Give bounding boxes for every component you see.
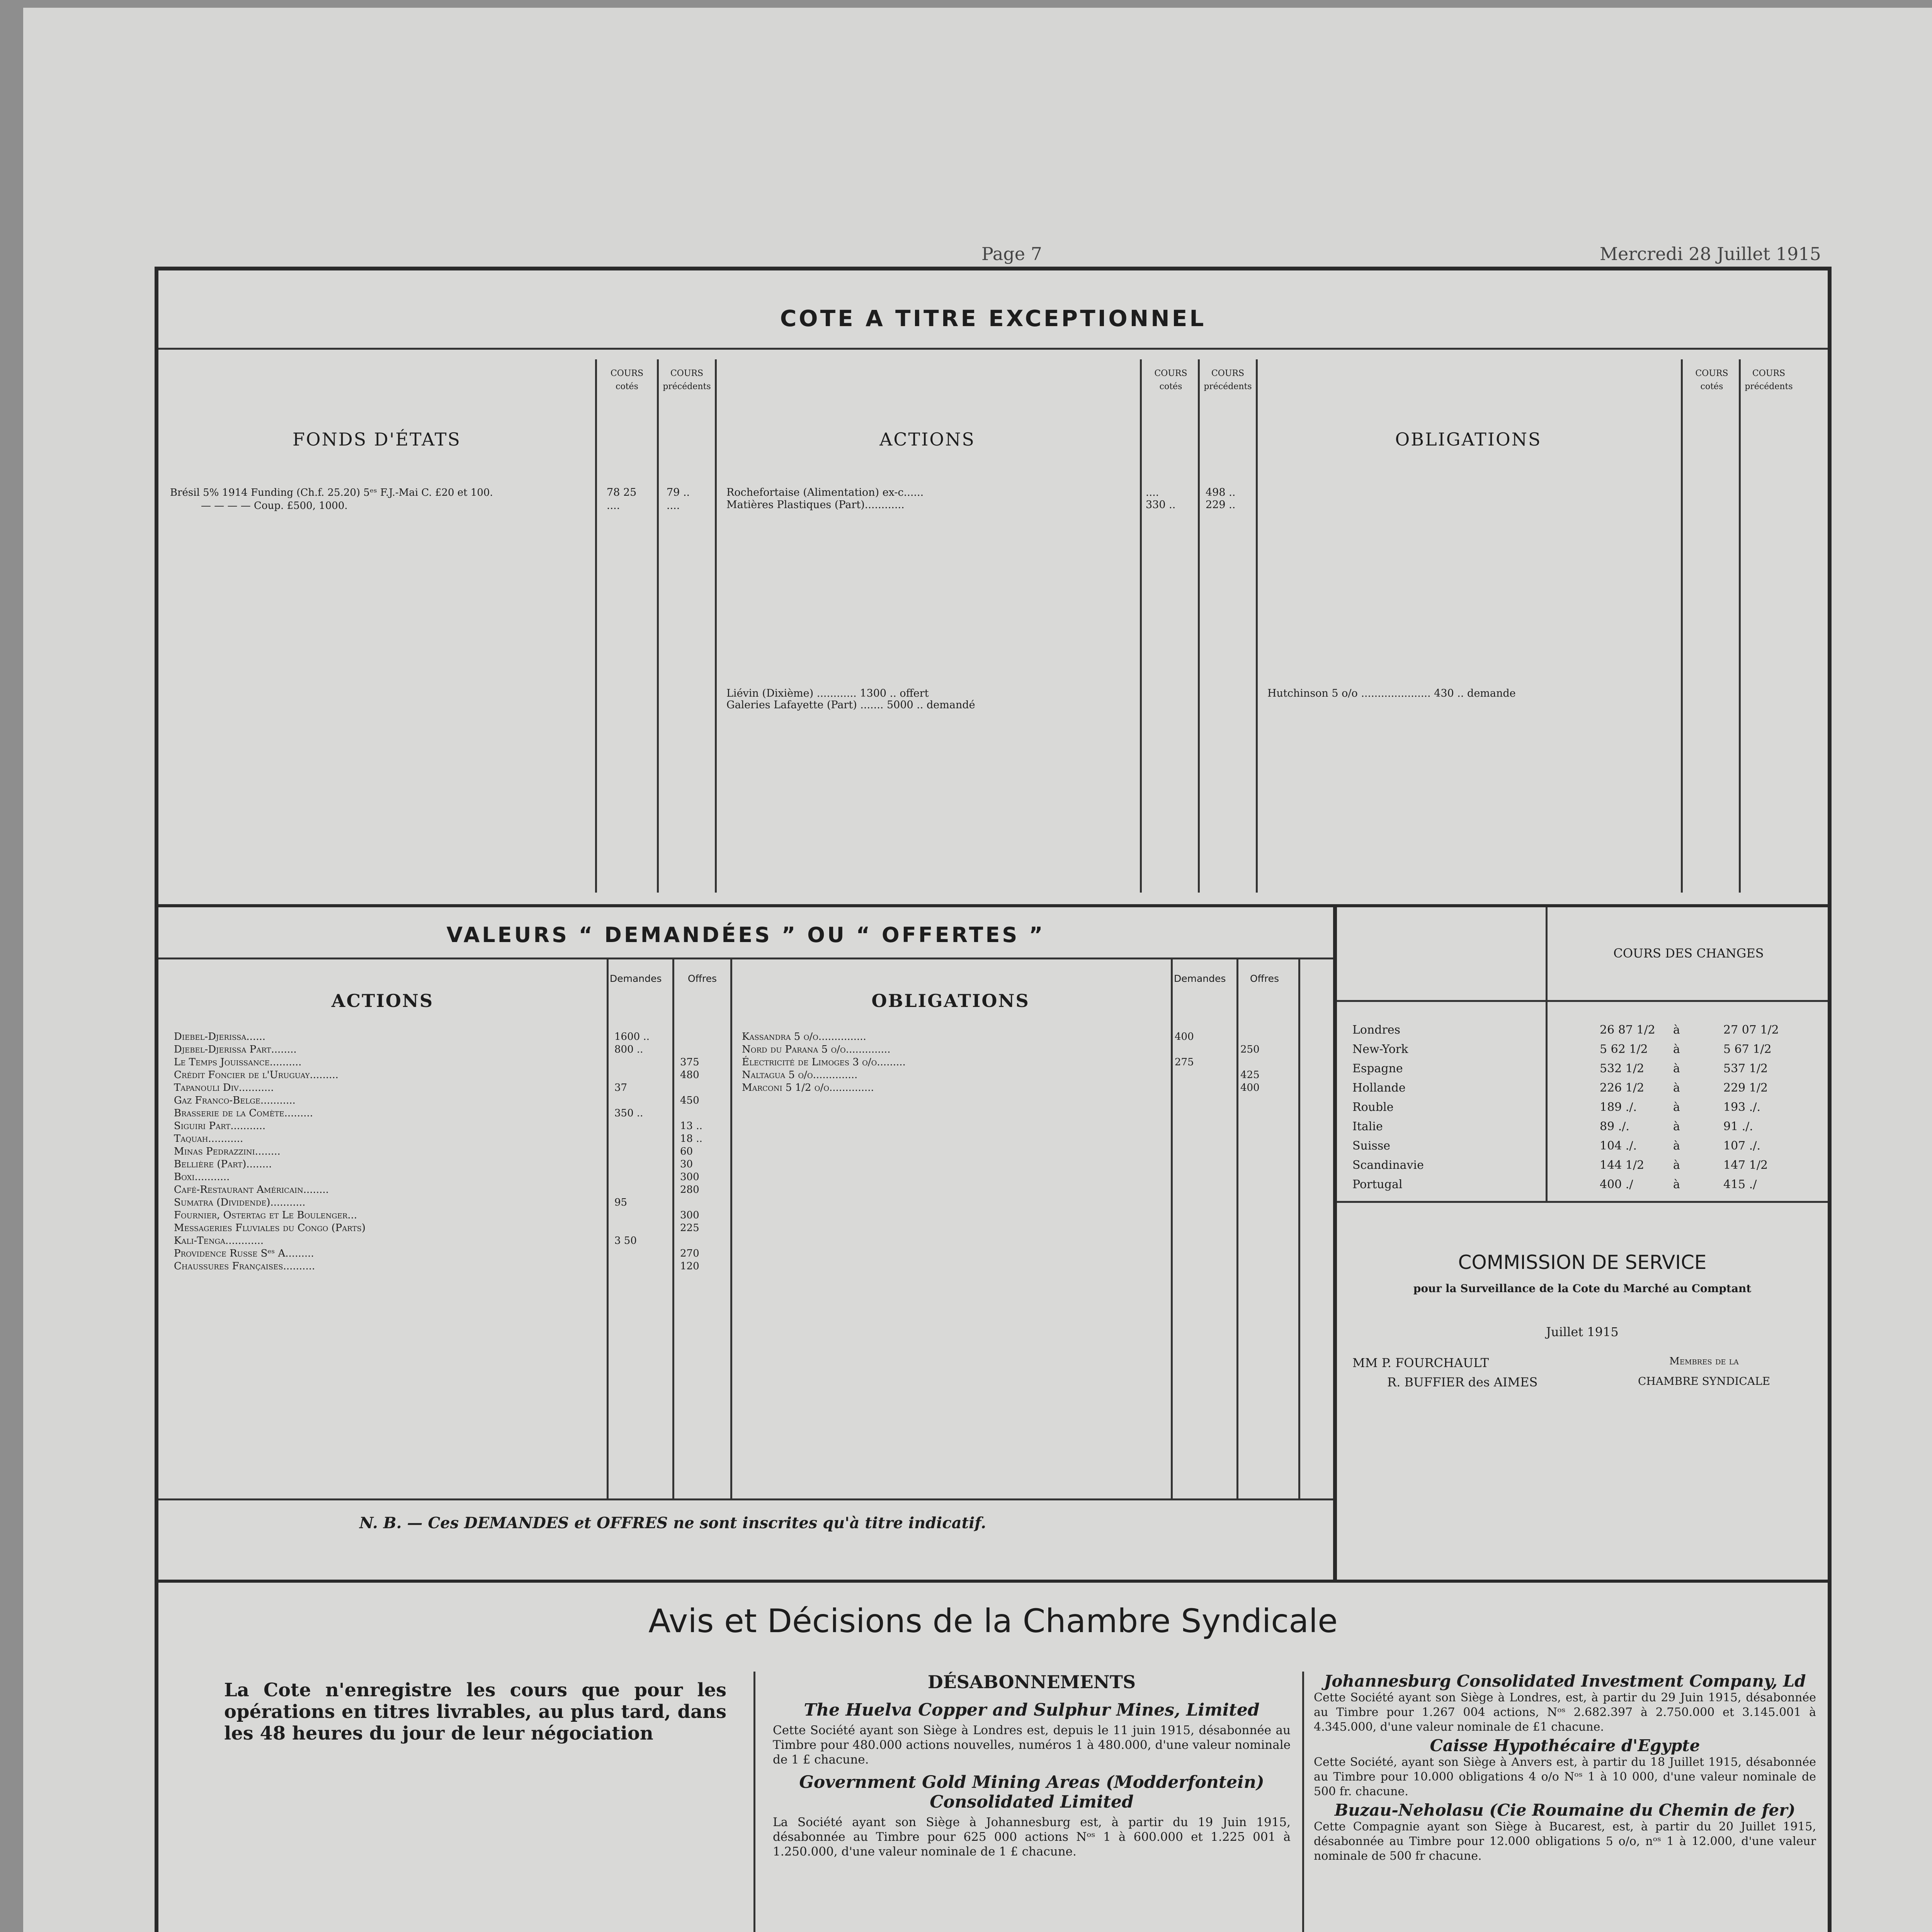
commission-role-1: Membres de la — [1669, 1355, 1739, 1367]
valeur-row — [174, 1184, 730, 1197]
valeurs-block — [158, 907, 1337, 1580]
desabonnements-column — [773, 1672, 1291, 1859]
change-place: New-York — [1352, 1043, 1408, 1056]
change-place: Italie — [1352, 1120, 1383, 1133]
change-row — [1352, 1081, 1816, 1100]
valeur-demande: 400 — [1175, 1031, 1194, 1043]
valeur-offre: 13 .. — [680, 1120, 702, 1132]
col-rule — [1140, 359, 1142, 893]
fonds-cote: 78 25 — [607, 486, 637, 498]
cours-cotes-label: COURS cotés — [610, 369, 644, 391]
change-from: 5 62 1/2 — [1600, 1043, 1648, 1056]
valeur-row — [174, 1260, 730, 1273]
valeur-name: Tapanouli Div........... — [174, 1082, 274, 1094]
valeur-name: Marconi 5 1/2 o/o.............. — [742, 1082, 874, 1094]
col-rule — [657, 359, 659, 893]
valeur-offre: 250 — [1240, 1044, 1260, 1055]
valeur-row — [742, 1031, 1298, 1044]
valeur-name: Kali-Tenga............ — [174, 1235, 264, 1247]
change-from: 226 1/2 — [1600, 1081, 1645, 1095]
valeur-name: Kassandra 5 o/o............... — [742, 1031, 866, 1043]
action-prec: 498 .. — [1206, 486, 1236, 498]
valeur-offre: 225 — [680, 1222, 699, 1234]
col-rule — [1198, 359, 1200, 893]
valeur-name: Électricité de Limoges 3 o/o......... — [742, 1056, 906, 1068]
valeur-row — [174, 1044, 730, 1056]
extra-list — [726, 688, 975, 711]
valeur-offre: 400 — [1240, 1082, 1260, 1094]
valeur-demande: 800 .. — [614, 1044, 643, 1055]
col-rule — [730, 957, 732, 1498]
col-rule — [753, 1672, 755, 1932]
valeur-offre: 280 — [680, 1184, 699, 1196]
change-row — [1352, 1043, 1816, 1062]
change-place: Espagne — [1352, 1062, 1403, 1075]
change-row — [1352, 1139, 1816, 1158]
valeur-offre: 18 .. — [680, 1133, 702, 1145]
change-place: Hollande — [1352, 1081, 1406, 1095]
commission-role-2: CHAMBRE SYNDICALE — [1638, 1375, 1770, 1388]
desabonnements-column-2 — [1314, 1672, 1816, 1864]
change-place: Portugal — [1352, 1178, 1403, 1191]
change-row — [1352, 1023, 1816, 1043]
valeur-offre: 300 — [680, 1209, 699, 1221]
change-to: 229 1/2 — [1723, 1081, 1768, 1095]
valeurs-actions-header: ACTIONS — [331, 990, 434, 1011]
action-row — [726, 487, 1267, 499]
divider — [1337, 1000, 1828, 1002]
commission-title: COMMISSION DE SERVICE — [1458, 1251, 1707, 1274]
oblig-line: Hutchinson 5 o/o ..................... 430 .. demande — [1267, 687, 1516, 699]
valeur-row — [174, 1031, 730, 1044]
valeur-offre: 120 — [680, 1260, 699, 1272]
valeur-offre: 480 — [680, 1069, 699, 1081]
valeur-demande: 3 50 — [614, 1235, 637, 1247]
valeur-row — [742, 1056, 1298, 1069]
cours-precedents-label: COURS précédents — [663, 369, 711, 391]
change-sep: à — [1673, 1178, 1680, 1191]
valeur-demande: 275 — [1175, 1056, 1194, 1068]
change-place: Scandinavie — [1352, 1158, 1424, 1172]
change-sep: à — [1673, 1158, 1680, 1172]
valeur-name: Bellière (Part)........ — [174, 1158, 272, 1170]
divider — [158, 1498, 1333, 1500]
change-from: 189 ./. — [1600, 1100, 1637, 1114]
commission-member-1: MM P. FOURCHAULT — [1352, 1355, 1489, 1370]
valeur-row — [174, 1133, 730, 1146]
page-number: Page 7 — [981, 243, 1042, 264]
valeur-offre: 60 — [680, 1146, 693, 1157]
change-sep: à — [1673, 1081, 1680, 1095]
cours-cotes-label: COURS cotés — [1695, 369, 1728, 391]
cote-title: COTE A TITRE EXCEPTIONNEL — [780, 305, 1206, 332]
buzau-text: Cette Compagnie ayant son Siège à Bucarest, est, à partir du 20 Juillet 1915, désabonnée au Timbre pour 12.000 obligations 5 o/o, nᵒˢ 1 à 12.000, d'une valeur nominale de 500 fr chacune. — [1314, 1820, 1816, 1863]
action-row — [726, 499, 1267, 512]
extra-line: Galeries Lafayette (Part) ....... 5000 .. demandé — [726, 699, 975, 711]
valeur-row — [174, 1171, 730, 1184]
change-to: 537 1/2 — [1723, 1062, 1768, 1075]
huelva-title: The Huelva Copper and Sulphur Mines, Limited — [804, 1700, 1260, 1720]
change-sep: à — [1673, 1023, 1680, 1037]
jo-text: Cette Société ayant son Siège à Londres, est, à partir du 29 Juin 1915, désabonnée au Timbre pour 1.267 004 actions, Nᵒˢ 2.682.397 à 2.750.000 et 3.145.001 à 4.345.000, d'une valeur nominale de £1 chacune. — [1314, 1691, 1816, 1734]
avis-title: Avis et Décisions de la Chambre Syndicale — [648, 1602, 1338, 1640]
valeur-row — [174, 1222, 730, 1235]
page-date: Mercredi 28 Juillet 1915 — [1600, 243, 1821, 264]
fonds-row — [170, 486, 690, 500]
gov-text: La Société ayant son Siège à Johannesburg est, à partir du 19 Juin 1915, désabonnée au Timbre pour 625 000 actions Nᵒˢ 1 à 600.000 et 1.225 001 à 1.250.000, d'une valeur nominale de 1 £ chacune. — [773, 1815, 1291, 1859]
change-row — [1352, 1100, 1816, 1120]
desab-title: DÉSABONNEMENTS — [927, 1672, 1136, 1692]
valeur-offre: 30 — [680, 1158, 693, 1170]
valeur-name: Naltagua 5 o/o.............. — [742, 1069, 858, 1081]
valeur-name: Diebel-Djerissa...... — [174, 1031, 265, 1043]
valeurs-title: VALEURS “ DEMANDÉES ” OU “ OFFERTES ” — [446, 923, 1045, 947]
changes-list — [1352, 1023, 1816, 1197]
gov-title: Government Gold Mining Areas (Modderfontein) Consolidated Limited — [799, 1772, 1264, 1812]
change-to: 91 ./. — [1723, 1120, 1753, 1133]
valeur-row — [174, 1146, 730, 1158]
valeur-name: Café-Restaurant Américain........ — [174, 1184, 329, 1196]
huelva-text: Cette Société ayant son Siège à Londres est, depuis le 11 juin 1915, désabonnée au Timbre pour 480.000 actions nouvelles, numéros 1 à 480.000, d'une valeur nominale de 1 £ chacune. — [773, 1723, 1291, 1767]
cote-exceptionnel-section — [158, 270, 1828, 907]
action-name: Rochefortaise (Alimentation) ex-c...... — [726, 486, 924, 498]
valeur-row — [174, 1107, 730, 1120]
change-to: 27 07 1/2 — [1723, 1023, 1779, 1037]
valeur-offre: 450 — [680, 1095, 699, 1106]
col-rule — [595, 359, 597, 893]
valeur-row — [174, 1209, 730, 1222]
change-sep: à — [1673, 1120, 1680, 1133]
change-to: 147 1/2 — [1723, 1158, 1768, 1172]
fonds-prec: 79 .. — [667, 486, 690, 498]
change-row — [1352, 1178, 1816, 1197]
valeur-row — [174, 1158, 730, 1171]
valeur-demande: 350 .. — [614, 1107, 643, 1119]
change-place: Londres — [1352, 1023, 1400, 1037]
valeur-offre: 270 — [680, 1248, 699, 1259]
change-sep: à — [1673, 1139, 1680, 1153]
change-to: 193 ./. — [1723, 1100, 1760, 1114]
valeur-row — [174, 1197, 730, 1209]
caisse-title: Caisse Hypothécaire d'Egypte — [1430, 1736, 1700, 1755]
change-from: 104 ./. — [1600, 1139, 1637, 1153]
valeur-name: Minas Pedrazzini........ — [174, 1146, 281, 1157]
valeur-name: Fournier, Ostertag et Le Boulenger... — [174, 1209, 357, 1221]
actions-header: ACTIONS — [879, 429, 975, 450]
valeurs-obligations-header: OBLIGATIONS — [871, 990, 1030, 1011]
commission-member-2: R. BUFFIER des AIMES — [1387, 1375, 1538, 1389]
valeurs-actions-list — [174, 1031, 730, 1273]
valeur-row — [742, 1069, 1298, 1082]
valeur-demande: 37 — [614, 1082, 628, 1094]
valeur-row — [174, 1069, 730, 1082]
action-cote: 330 .. — [1146, 499, 1176, 511]
change-to: 5 67 1/2 — [1723, 1043, 1772, 1056]
fonds-prec: .... — [667, 500, 680, 512]
avis-notice: La Cote n'enregistre les cours que pour les opérations en titres livrables, au plus tard, dans les 48 heures du jour de leur négociation — [224, 1679, 726, 1744]
fonds-name: — — — — Coup. £500, 1000. — [201, 500, 348, 512]
valeur-name: Sumatra (Dividende)........... — [174, 1197, 306, 1208]
col-rule — [1739, 359, 1741, 893]
offres-header: Offres — [1250, 973, 1279, 984]
col-rule — [1302, 1672, 1304, 1932]
divider — [1337, 1201, 1828, 1203]
fonds-cote: .... — [607, 500, 620, 512]
valeur-name: Taquah........... — [174, 1133, 243, 1145]
valeur-name: Messageries Fluviales du Congo (Parts) — [174, 1222, 366, 1234]
demandes-header: Demandes — [1174, 973, 1226, 984]
action-cote: .... — [1146, 486, 1159, 498]
change-row — [1352, 1062, 1816, 1081]
valeur-offre: 300 — [680, 1171, 699, 1183]
valeur-name: Siguiri Part........... — [174, 1120, 266, 1132]
change-sep: à — [1673, 1043, 1680, 1056]
valeur-name: Gaz Franco-Belge........... — [174, 1095, 296, 1106]
change-from: 89 ./. — [1600, 1120, 1629, 1133]
valeur-name: Le Temps Jouissance.......... — [174, 1056, 302, 1068]
valeur-name: Nord du Parana 5 o/o.............. — [742, 1044, 891, 1055]
cours-precedents-label: COURS précédents — [1745, 369, 1793, 391]
valeur-name: Chaussures Françaises.......... — [174, 1260, 315, 1272]
valeur-demande: 1600 .. — [614, 1031, 650, 1043]
change-place: Rouble — [1352, 1100, 1394, 1114]
fonds-name: Brésil 5% 1914 Funding (Ch.f. 25.20) 5ᵉˢ F.J.-Mai C. £20 et 100. — [170, 487, 493, 498]
valeur-demande: 95 — [614, 1197, 628, 1208]
caisse-text: Cette Société, ayant son Siège à Anvers est, à partir du 18 Juillet 1915, désabonnée au Timbre pour 10.000 obligations 4 o/o Nᵒˢ 1 à 10 000, d'une valeur nominale de 500 fr. chacune. — [1314, 1755, 1816, 1798]
changes-block — [1337, 907, 1828, 1580]
divider — [158, 957, 1333, 959]
change-row — [1352, 1120, 1816, 1139]
market-frame — [155, 267, 1832, 1932]
valeur-row — [174, 1248, 730, 1260]
valeur-name: Djebel-Djerissa Part........ — [174, 1044, 297, 1055]
valeur-row — [174, 1056, 730, 1069]
action-name: Matières Plastiques (Part)............ — [726, 499, 905, 511]
valeur-offre: 425 — [1240, 1069, 1260, 1081]
change-place: Suisse — [1352, 1139, 1391, 1153]
change-to: 107 ./. — [1723, 1139, 1760, 1153]
change-from: 26 87 1/2 — [1600, 1023, 1655, 1037]
cours-precedents-label: COURS précédents — [1204, 369, 1252, 391]
change-sep: à — [1673, 1062, 1680, 1075]
valeur-offre: 375 — [680, 1056, 699, 1068]
valeur-row — [174, 1235, 730, 1248]
change-from: 144 1/2 — [1600, 1158, 1645, 1172]
buzau-title: Buzau-Neholasu (Cie Roumaine du Chemin de fer) — [1334, 1801, 1796, 1820]
fonds-row — [170, 500, 680, 513]
offres-header: Offres — [688, 973, 717, 984]
col-rule — [1681, 359, 1683, 893]
commission-month: Juillet 1915 — [1546, 1325, 1619, 1339]
valeurs-obligations-list — [742, 1031, 1298, 1095]
valeur-row — [174, 1120, 730, 1133]
actions-list — [726, 487, 1267, 512]
cours-cotes-label: COURS cotés — [1154, 369, 1187, 391]
demandes-header: Demandes — [610, 973, 662, 984]
valeur-name: Boxi........... — [174, 1171, 230, 1183]
change-row — [1352, 1158, 1816, 1178]
valeur-row — [174, 1082, 730, 1095]
changes-title: COURS DES CHANGES — [1613, 946, 1764, 961]
valeurs-section — [158, 907, 1828, 1583]
commission-subtitle: pour la Surveillance de la Cote du Marché au Comptant — [1413, 1282, 1752, 1295]
valeur-row — [742, 1044, 1298, 1056]
col-rule — [1298, 957, 1300, 1498]
divider — [158, 348, 1828, 350]
fonds-list — [170, 486, 690, 513]
valeur-row — [742, 1082, 1298, 1095]
valeur-row — [174, 1095, 730, 1107]
obligations-header: OBLIGATIONS — [1395, 429, 1542, 450]
change-sep: à — [1673, 1100, 1680, 1114]
valeur-name: Crédit Foncier de l'Uruguay......... — [174, 1069, 338, 1081]
nb-note: N. B. — Ces DEMANDES et OFFRES ne sont inscrites qu'à titre indicatif. — [359, 1514, 986, 1532]
valeur-name: Providence Russe Sᵉˢ A......... — [174, 1248, 314, 1259]
change-from: 400 ./ — [1600, 1178, 1633, 1191]
fonds-etats-header: FONDS D'ÉTATS — [292, 429, 461, 450]
avis-section — [158, 1583, 1828, 1932]
valeur-name: Brasserie de la Comète......... — [174, 1107, 313, 1119]
extra-line: Liévin (Dixième) ............ 1300 .. offert — [726, 687, 929, 699]
jo-title: Johannesburg Consolidated Investment Company, Ld — [1324, 1672, 1806, 1690]
change-to: 415 ./ — [1723, 1178, 1757, 1191]
action-prec: 229 .. — [1206, 499, 1236, 511]
change-from: 532 1/2 — [1600, 1062, 1645, 1075]
